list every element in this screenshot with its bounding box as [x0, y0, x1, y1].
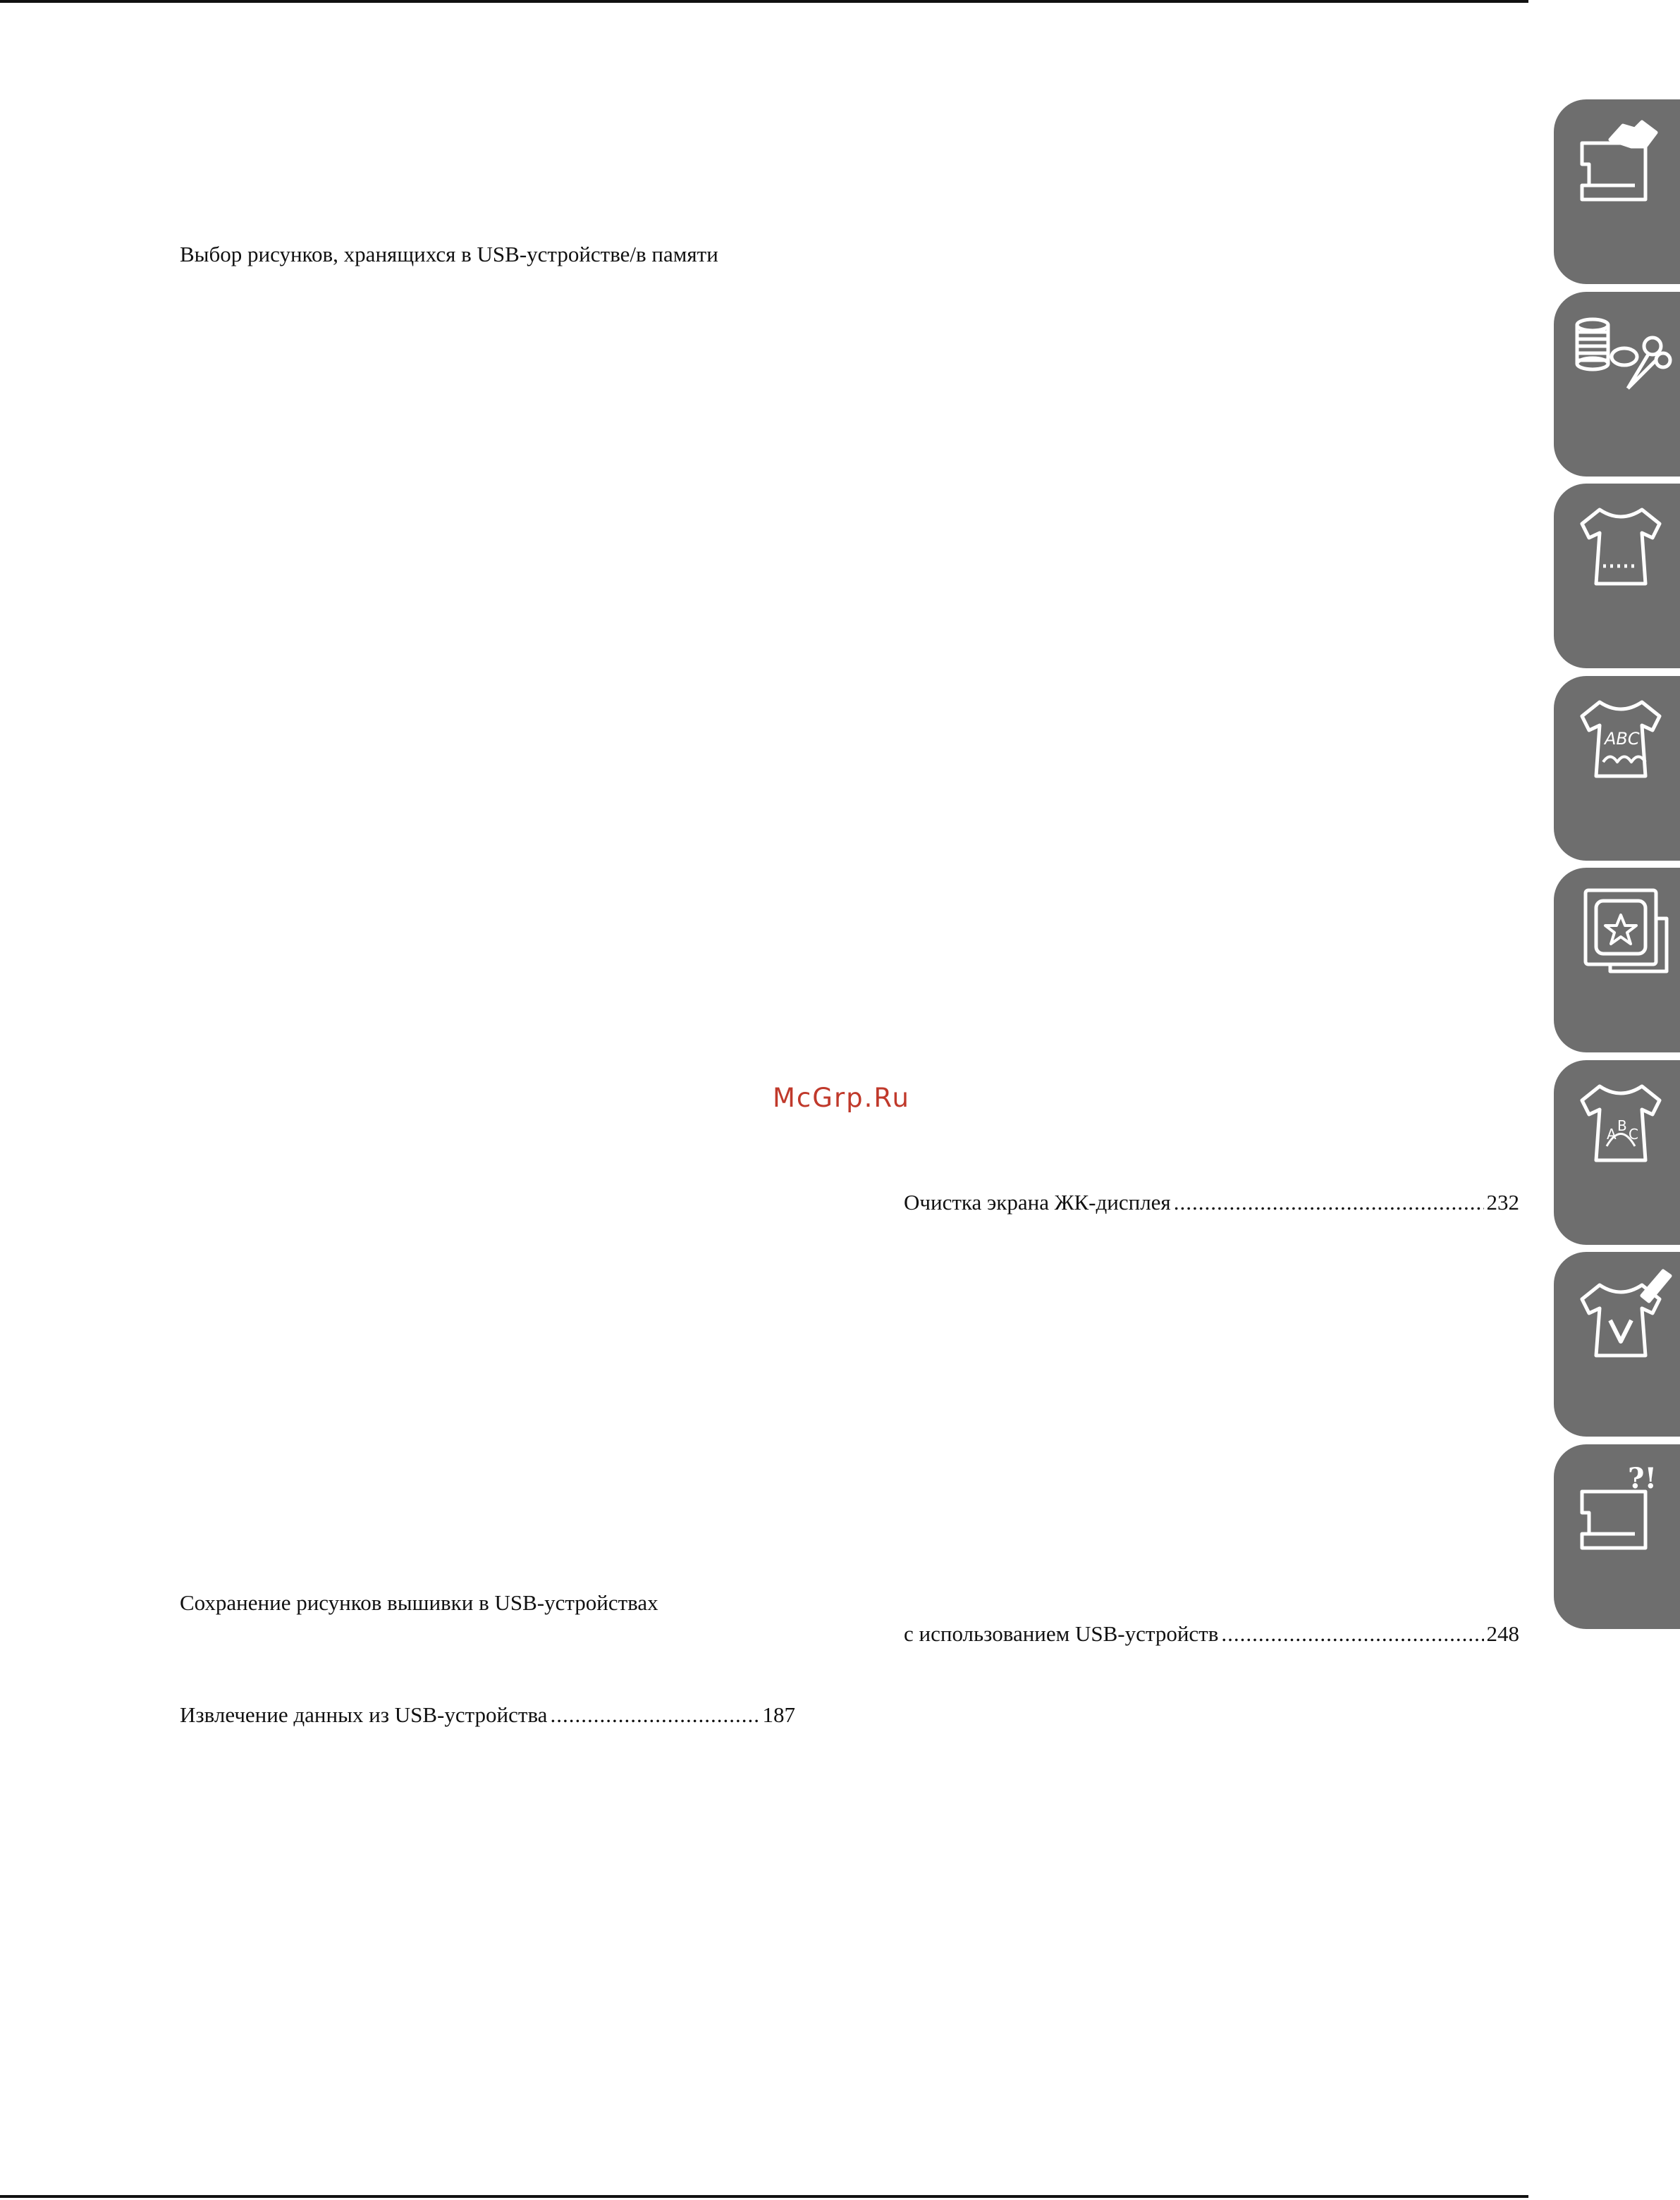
top-rule: [0, 0, 1528, 3]
chapter-tab-3[interactable]: [1554, 484, 1680, 668]
chapter-tab-4[interactable]: [1554, 676, 1680, 861]
toc-entry-text: Сохранение рисунков вышивки в USB-устройствах: [180, 1590, 658, 1615]
thread-spool-scissors-icon: [1568, 307, 1674, 399]
toc-entry-select-usb-patterns[interactable]: [180, 240, 718, 269]
embroidery-frame-star-icon: [1568, 883, 1674, 975]
sewing-machine-hand-icon: [1568, 115, 1674, 207]
toc-leader: [1174, 1188, 1484, 1217]
toc-page-number: 248: [1486, 1621, 1519, 1646]
toc-entry-clean-lcd[interactable]: [904, 1188, 1519, 1217]
svg-text:C: C: [1629, 1126, 1638, 1143]
svg-text:ABC: ABC: [1605, 729, 1640, 749]
toc-entry-text: Извлечение данных из USB-устройства: [180, 1702, 548, 1727]
chapter-tab-6[interactable]: [1554, 1060, 1680, 1245]
tshirt-pen-icon: [1568, 1267, 1674, 1359]
chapter-tab-1[interactable]: [1554, 99, 1680, 284]
chapter-tab-7[interactable]: [1554, 1252, 1680, 1437]
tshirt-stitch-icon: [1568, 499, 1674, 591]
chapter-tab-5[interactable]: [1554, 868, 1680, 1052]
svg-text:A: A: [1607, 1126, 1617, 1143]
toc-entry-text: Выбор рисунков, хранящихся в USB-устройстве/в памяти: [180, 242, 718, 266]
toc-entry-save-embroidery-usb[interactable]: [180, 1589, 658, 1617]
watermark: McGrp.Ru: [773, 1083, 910, 1113]
tshirt-abc-embroidery-icon: [1568, 692, 1674, 783]
tshirt-abc-edit-icon: [1568, 1076, 1674, 1167]
sewing-machine-troubleshooting-icon: [1568, 1460, 1674, 1551]
chapter-tab-2[interactable]: [1554, 292, 1680, 477]
chapter-tab-8[interactable]: [1554, 1444, 1680, 1629]
toc-leader: [1221, 1620, 1483, 1648]
toc-entry-text: Очистка экрана ЖК-дисплея: [904, 1190, 1171, 1215]
toc-entry-extract-usb-data[interactable]: [180, 1701, 795, 1729]
toc-page-number: 187: [762, 1702, 795, 1727]
toc-entry-using-usb[interactable]: [904, 1620, 1519, 1648]
toc-page-number: 232: [1486, 1190, 1519, 1215]
toc-leader: [550, 1701, 759, 1729]
bottom-rule: [0, 2195, 1528, 2198]
svg-text:?!: ?!: [1628, 1462, 1657, 1495]
svg-text:B: B: [1617, 1117, 1627, 1134]
toc-entry-text: с использованием USB-устройств: [904, 1621, 1219, 1646]
